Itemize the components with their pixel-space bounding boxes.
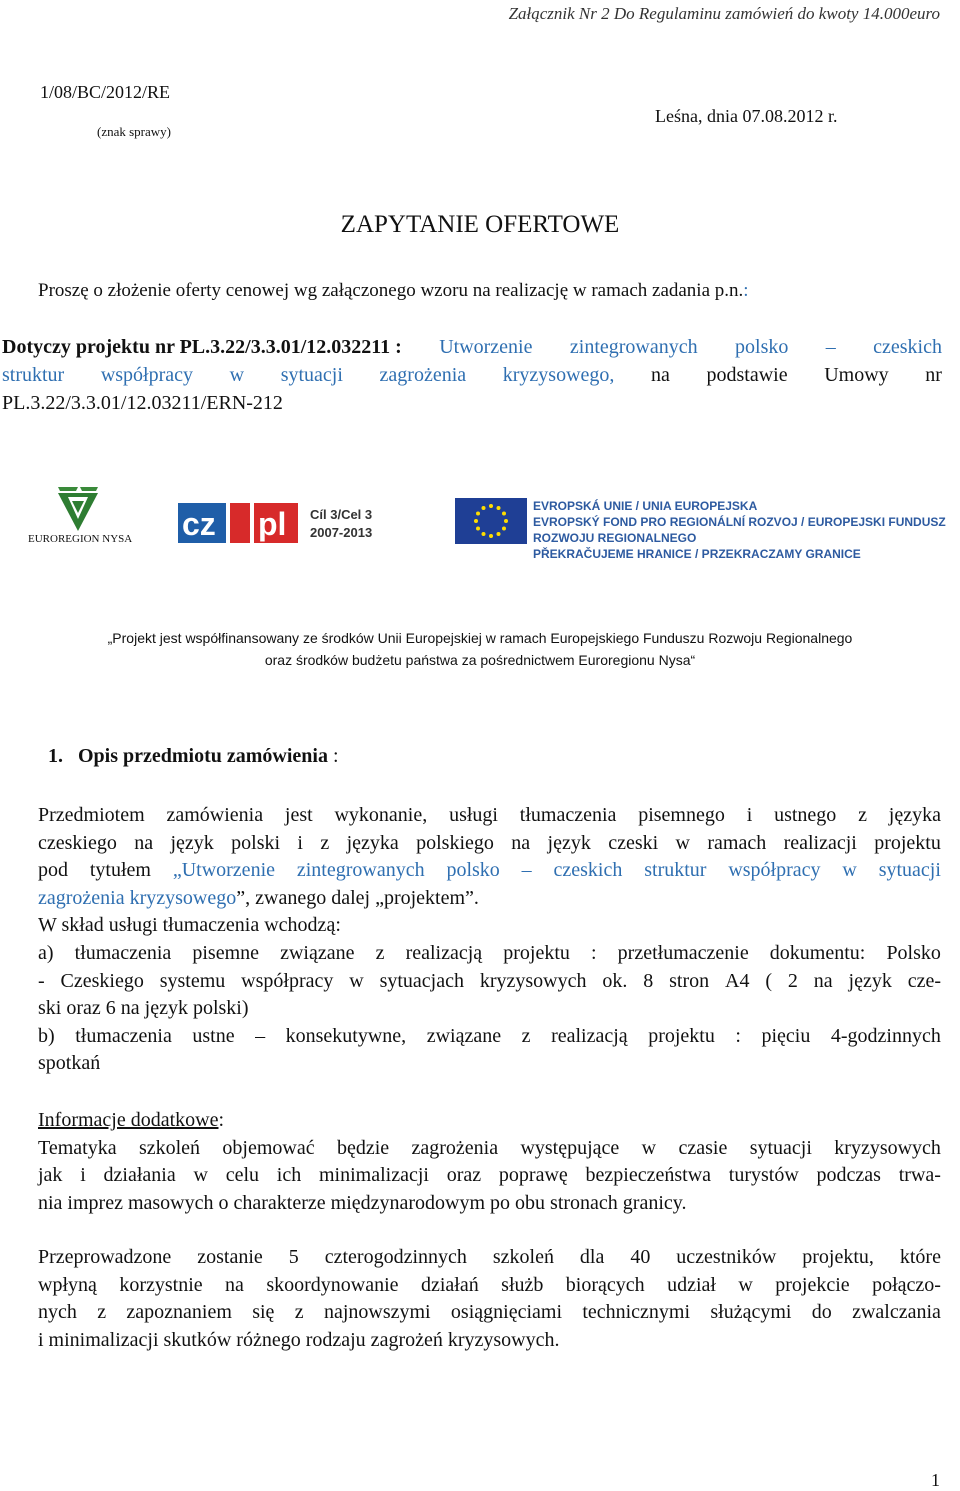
project-prefix: Dotyczy projektu nr PL.3.22/3.3.01/12.032211 : xyxy=(2,336,402,358)
word: Czeskiego xyxy=(60,969,144,992)
word: Tematyka xyxy=(38,1136,117,1159)
word: przetłumaczenie xyxy=(617,941,749,964)
word: zapoznaniem xyxy=(126,1301,232,1324)
word: skoordynowanie xyxy=(266,1273,399,1296)
word: w xyxy=(641,1136,657,1159)
word: pod xyxy=(38,859,68,882)
word: kryzysowych xyxy=(479,969,587,992)
word: służb xyxy=(501,1273,544,1296)
p2-line-3 xyxy=(38,968,941,996)
eu-line-1: EVROPSKÁ UNIE / UNIA EUROPEJSKA xyxy=(533,499,758,513)
word: języka xyxy=(346,831,399,854)
word: sytuacjach xyxy=(379,969,464,992)
word: ramach xyxy=(707,831,767,854)
word: realizacją xyxy=(405,941,483,964)
word: ustne xyxy=(192,1024,235,1047)
cil-line-1: Cíl 3/Cel 3 xyxy=(310,507,373,522)
case-label: (znak sprawy) xyxy=(97,124,171,139)
attachment-note: Załącznik Nr 2 Do Regulaminu zamówień do kwoty 14.000euro xyxy=(508,4,940,23)
word: na xyxy=(813,969,833,992)
word: sytuacji xyxy=(878,859,941,882)
word: pisemne xyxy=(192,941,260,964)
paragraph-1 xyxy=(38,802,941,1078)
document-title: ZAPYTANIE OFERTOWE xyxy=(340,211,620,238)
word: szkoleń xyxy=(492,1246,554,1268)
word: projekcie xyxy=(775,1273,850,1296)
word: tłumaczenia xyxy=(74,941,172,964)
word: pisemnego xyxy=(638,804,725,826)
word: działań xyxy=(420,1273,479,1296)
p2-line-1: W skład usługi tłumaczenia wchodzą: xyxy=(38,914,341,937)
word: do xyxy=(811,1301,832,1324)
word: dla xyxy=(579,1246,605,1268)
euroregion-label: EUROREGION NYSA xyxy=(28,533,133,545)
eu-star-icon xyxy=(497,506,501,510)
word: struktur xyxy=(644,859,707,882)
word: najnowszymi xyxy=(323,1301,431,1324)
word: szkoleń xyxy=(138,1136,201,1159)
word: biorących xyxy=(565,1273,645,1296)
word: celu xyxy=(225,1164,260,1187)
czpl-program-icon xyxy=(178,497,393,547)
project-line-3: PL.3.22/3.3.01/12.03211/ERN-212 xyxy=(2,392,283,414)
project-title-word: zintegrowanych xyxy=(569,336,698,358)
word: język xyxy=(170,831,214,854)
word: czeski xyxy=(608,831,659,854)
eu-flag-logo xyxy=(455,498,527,549)
euroregion-nysa-logo xyxy=(28,485,146,545)
cz-pl-logo xyxy=(178,497,393,552)
word: współpracy xyxy=(728,859,821,882)
svg-text:pl: pl xyxy=(258,506,287,542)
word: : xyxy=(735,1024,741,1047)
word: korzystnie xyxy=(119,1273,203,1296)
word: połączo- xyxy=(872,1273,941,1296)
word: zwalczania xyxy=(852,1301,941,1324)
section-number: 1. xyxy=(48,745,63,767)
eu-star-icon xyxy=(482,532,486,536)
word: język xyxy=(547,831,591,854)
project-title-word: zagrożenia xyxy=(379,364,467,386)
word: się xyxy=(252,1301,275,1324)
word: czterogodzinnych xyxy=(324,1246,467,1268)
word: 40 xyxy=(630,1246,651,1268)
word: Przedmiotem xyxy=(38,804,145,826)
p4-line-3 xyxy=(38,1299,941,1327)
project-title-word: Utworzenie xyxy=(439,336,533,358)
project-word: Umowy xyxy=(824,364,889,386)
word: projektu, xyxy=(802,1246,874,1268)
svg-text:cz: cz xyxy=(182,506,216,542)
word: pięciu xyxy=(761,1024,811,1047)
eu-flag-icon xyxy=(455,498,527,544)
word: tłumaczenia xyxy=(75,1024,172,1047)
word: służącymi xyxy=(710,1301,792,1324)
eu-star-icon xyxy=(489,534,493,538)
project-word: podstawie xyxy=(706,364,788,386)
word: cze- xyxy=(907,969,941,992)
cil-line-2: 2007-2013 xyxy=(310,525,373,540)
word: A4 xyxy=(725,969,750,992)
word: ok. xyxy=(602,969,628,992)
word: Polsko xyxy=(886,941,941,964)
p2-line-6: spotkań xyxy=(38,1052,101,1075)
word: tytułem xyxy=(89,859,151,882)
word: związane xyxy=(280,941,355,964)
word: w xyxy=(349,969,364,992)
word: osiągnięciami xyxy=(450,1301,562,1324)
eu-star-icon xyxy=(476,527,480,531)
word: 5 xyxy=(288,1246,299,1268)
p2-line-2 xyxy=(38,940,941,968)
word: – xyxy=(255,1024,266,1047)
request-line xyxy=(38,280,749,302)
p4-line-2 xyxy=(38,1272,941,1300)
word: realizacji xyxy=(783,831,857,854)
word: realizacją xyxy=(551,1024,628,1047)
project-word: na xyxy=(651,364,670,386)
funding-statement xyxy=(0,627,960,671)
word: uczestników xyxy=(676,1246,777,1268)
p3-line-3: nia imprez masowych o charakterze międzynarodowym po obu stronach granicy. xyxy=(38,1191,687,1214)
word: ustnego xyxy=(774,804,837,826)
word: z xyxy=(521,1024,531,1047)
word: podczas xyxy=(816,1164,881,1187)
word: z xyxy=(320,831,330,854)
eu-star-icon xyxy=(504,519,508,523)
word: na xyxy=(134,831,154,854)
info-heading-line xyxy=(38,1107,941,1135)
word: b) xyxy=(38,1024,55,1047)
project-word: nr xyxy=(925,364,942,386)
word: - xyxy=(38,969,45,992)
place-date: Leśna, dnia 07.08.2012 r. xyxy=(655,106,838,126)
project-title-end: zagrożenia kryzysowego xyxy=(38,886,237,909)
word: 2 xyxy=(787,969,798,992)
word: czeskiego xyxy=(38,831,117,854)
project-title-word: – xyxy=(825,336,836,358)
request-text: Proszę o złożenie oferty cenowej wg załączonego wzoru na realizację w ramach zadania p.n. xyxy=(38,280,744,301)
request-colon: : xyxy=(743,280,749,301)
word: objemować xyxy=(222,1136,315,1159)
project-title-word: polsko xyxy=(735,336,789,358)
word: z xyxy=(97,1301,107,1324)
word: technicznymi xyxy=(582,1301,691,1324)
word: minimalizacji xyxy=(318,1164,429,1187)
word: zagrożenia xyxy=(411,1136,499,1159)
word: polsko xyxy=(446,859,500,882)
word: zostanie xyxy=(197,1246,263,1268)
eu-star-icon xyxy=(502,527,506,531)
info-section xyxy=(38,1107,941,1217)
word: w xyxy=(842,859,857,882)
p4-line-1 xyxy=(38,1244,941,1272)
word: z xyxy=(294,1301,304,1324)
p3-line-1 xyxy=(38,1135,941,1163)
info-heading: Informacje dodatkowe xyxy=(38,1109,219,1131)
p1-line-1 xyxy=(38,802,941,830)
word: związane xyxy=(426,1024,502,1047)
eu-star-icon xyxy=(502,512,506,516)
word: w xyxy=(738,1273,753,1296)
word: wpłyną xyxy=(38,1273,97,1296)
word: w xyxy=(193,1164,208,1187)
word: – xyxy=(521,859,532,882)
word: język xyxy=(848,969,892,992)
p1-line-4 xyxy=(38,885,941,913)
word: czeskich xyxy=(553,859,623,882)
word: z xyxy=(858,804,867,826)
section-1-heading xyxy=(48,745,339,768)
word: poprawę xyxy=(498,1164,568,1187)
project-title-word: kryzysowego, xyxy=(502,364,615,386)
word: trwa- xyxy=(898,1164,941,1187)
word: usługi xyxy=(449,804,498,826)
euroregion-emblem-icon xyxy=(36,485,146,535)
p3-line-2 xyxy=(38,1162,941,1190)
eu-star-icon xyxy=(482,506,486,510)
word: czasie xyxy=(678,1136,728,1159)
word: i xyxy=(80,1164,86,1187)
word: „Utworzenie xyxy=(172,859,275,882)
word: a) xyxy=(38,941,54,964)
section-title: Opis przedmiotu zamówienia xyxy=(78,745,328,767)
word: i xyxy=(297,831,303,854)
eu-star-icon xyxy=(489,504,493,508)
word: dokumentu: xyxy=(769,941,866,964)
project-title-word: czeskich xyxy=(873,336,942,358)
project-title-word: w xyxy=(229,364,245,386)
project-title-word: sytuacji xyxy=(280,364,343,386)
word: jak xyxy=(38,1164,63,1187)
word: na xyxy=(511,831,531,854)
p2-line-4: ski oraz 6 na język polski) xyxy=(38,997,249,1020)
word: ich xyxy=(276,1164,302,1187)
word: zamówienia xyxy=(166,804,264,826)
eu-line-2: EVROPSKÝ FOND PRO REGIONÁLNÍ ROZVOJ / EUROPEJSKI FUNDUSZ ROZWOJU REGIONALNEGO xyxy=(533,515,946,545)
word: wykonanie, xyxy=(334,804,428,826)
word: nych xyxy=(38,1301,77,1324)
word: konsekutywne, xyxy=(285,1024,407,1047)
project-title-word: współpracy xyxy=(100,364,194,386)
word: : xyxy=(591,941,597,964)
word: bezpieczeństwa xyxy=(585,1164,712,1187)
word: kryzysowych xyxy=(834,1136,941,1159)
word: na xyxy=(225,1273,244,1296)
word: współpracy xyxy=(241,969,334,992)
word: języka xyxy=(888,804,941,826)
word: polskiego xyxy=(416,831,494,854)
word: polski xyxy=(231,831,281,854)
word: turystów xyxy=(728,1164,799,1187)
p1-line-2 xyxy=(38,830,941,858)
word: zintegrowanych xyxy=(296,859,425,882)
word: projektu xyxy=(648,1024,715,1047)
case-number: 1/08/BC/2012/RE xyxy=(40,82,171,102)
p4-line-4: i minimalizacji skutków różnego rodzaju zagrożeń kryzysowych. xyxy=(38,1328,560,1351)
word: 4-godzinnych xyxy=(830,1024,941,1047)
word: udział xyxy=(667,1273,716,1296)
word: jest xyxy=(284,804,313,826)
p1-line-4-tail: ”, zwanego dalej „projektem”. xyxy=(236,886,479,909)
funding-line-2: oraz środków budżetu państwa za pośrednictwem Euroregionu Nysa“ xyxy=(264,652,696,668)
word: systemu xyxy=(159,969,226,992)
funding-line-1: „Projekt jest współfinansowany ze środków Unii Europejskiej w ramach Europejskiego Funduszu Rozwoju Regionalnego xyxy=(107,630,853,646)
word: które xyxy=(899,1246,941,1268)
project-line-1 xyxy=(2,333,942,361)
word: oraz xyxy=(446,1164,482,1187)
word: będzie xyxy=(336,1136,390,1159)
word: z xyxy=(375,941,385,964)
word: i xyxy=(746,804,753,826)
eu-star-icon xyxy=(476,512,480,516)
word: Przeprowadzone xyxy=(38,1246,172,1268)
word: tłumaczenia xyxy=(519,804,617,826)
word: występujące xyxy=(520,1136,620,1159)
word: w xyxy=(675,831,690,854)
word: sytuacji xyxy=(749,1136,812,1159)
eu-fund-text xyxy=(533,498,960,562)
paragraph-4 xyxy=(38,1244,941,1354)
word: projektu xyxy=(874,831,941,854)
p1-line-3 xyxy=(38,857,941,885)
info-colon: : xyxy=(218,1109,225,1131)
section-colon: : xyxy=(328,745,339,767)
word: stron xyxy=(669,969,710,992)
eu-line-3: PŘEKRAČUJEME HRANICE / PRZEKRACZAMY GRANICE xyxy=(533,547,861,561)
eu-star-icon xyxy=(474,519,478,523)
word: działania xyxy=(103,1164,176,1187)
word: projektu xyxy=(503,941,570,964)
project-line-2 xyxy=(2,361,942,389)
word: ( xyxy=(765,969,772,992)
page-number: 1 xyxy=(931,1470,940,1490)
word: 8 xyxy=(643,969,654,992)
eu-star-icon xyxy=(497,532,501,536)
p2-line-5 xyxy=(38,1023,941,1051)
project-title-word: struktur xyxy=(2,364,65,386)
